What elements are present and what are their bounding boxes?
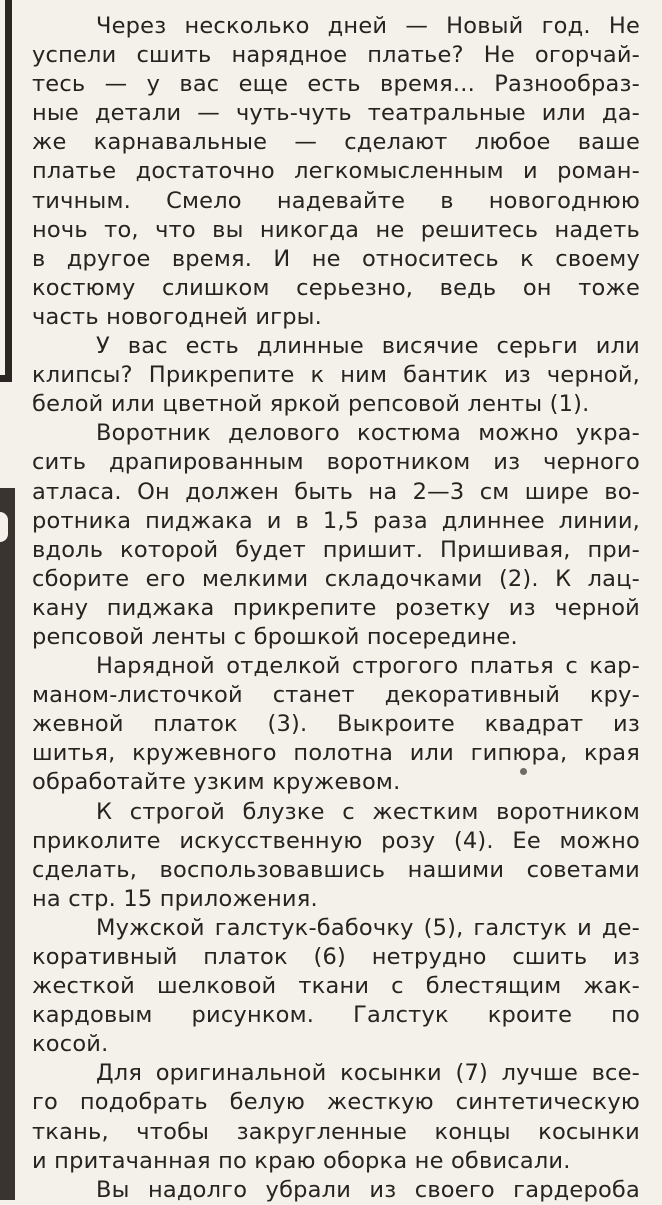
text-line: приколите искусственную розу (4). Ее можно xyxy=(32,827,640,854)
left-block-notch xyxy=(0,512,8,542)
text-line: сделать, воспользовавшись нашими советами xyxy=(32,856,640,883)
text-line: на стр. 15 приложения. xyxy=(32,885,318,912)
text-line: У вас есть длинные висячие серьги или xyxy=(96,333,640,360)
text-line: ткань, чтобы закругленные концы косынки xyxy=(32,1118,640,1145)
text-line: Мужской галстук-бабочку (5), галстук и де- xyxy=(96,914,640,941)
article-text-column xyxy=(32,12,640,1205)
text-line: коративный платок (6) нетрудно сшить из xyxy=(32,944,640,970)
text-line: часть новогодней игры. xyxy=(32,303,322,330)
text-line: сить драпированным воротником из черного xyxy=(32,449,640,476)
text-line: жесткой шелковой ткани с блестящим жак- xyxy=(32,973,640,1000)
left-dark-block xyxy=(0,488,15,1200)
text-line: маном-листочкой станет декоративный кру- xyxy=(32,682,640,709)
text-line: кану пиджака прикрепите розетку из черной xyxy=(32,594,640,621)
text-line: платье достаточно легкомысленным и роман- xyxy=(32,158,640,185)
text-line: атласа. Он должен быть на 2—3 см шире во- xyxy=(32,478,640,505)
text-line: го подобрать белую жесткую синтетическую xyxy=(32,1089,640,1116)
text-line: Для оригинальной косынки (7) лучше все- xyxy=(96,1060,640,1087)
text-line: Через несколько дней — Новый год. Не xyxy=(96,13,640,39)
text-line: Вы надолго убрали из своего гардероба xyxy=(96,1176,640,1203)
text-line: тичным. Смело надевайте в новогоднюю xyxy=(32,187,640,214)
text-line: Воротник делового костюма можно укра- xyxy=(96,420,640,447)
text-line: белой или цветной яркой репсовой ленты (1). xyxy=(32,391,590,418)
text-line: ротника пиджака и в 1,5 раза длиннее линии, xyxy=(32,507,640,534)
text-line: костюму слишком серьезно, ведь он тоже xyxy=(32,274,640,301)
text-line: клипсы? Прикрепите к ним бантик из черной, xyxy=(32,362,640,389)
text-line: успели сшить нарядное платье? Не огорчай- xyxy=(32,42,640,69)
text-line: кардовым рисунком. Галстук кроите по xyxy=(32,1002,640,1029)
text-line: же карнавальные — сделают любое ваше xyxy=(32,129,640,156)
text-line: ночь то, что вы никогда не решитесь надеть xyxy=(32,216,640,243)
text-line: репсовой ленты с брошкой посередине. xyxy=(32,623,518,650)
text-line: К строгой блузке с жестким воротником xyxy=(96,798,640,825)
text-line: ные детали — чуть-чуть театральные или да- xyxy=(32,100,640,127)
text-line: Нарядной отделкой строгого платья с кар- xyxy=(96,653,640,680)
text-line: косой. xyxy=(32,1031,109,1058)
text-line: и притачанная по краю оборка не обвисали. xyxy=(32,1147,571,1174)
text-line: вдоль которой будет пришит. Пришивая, при- xyxy=(32,536,640,563)
text-line: сборите его мелкими складочками (2). К лац- xyxy=(32,565,640,592)
text-line: жевной платок (3). Выкроите квадрат из xyxy=(32,711,640,738)
text-line: обработайте узким кружевом. xyxy=(32,769,401,796)
left-border-rule xyxy=(0,0,12,382)
text-line: в другое время. И не относитесь к своему xyxy=(32,245,640,272)
text-line: тесь — у вас еще есть время... Разнообраз- xyxy=(32,71,640,98)
text-line: шитья, кружевного полотна или гипюра, края xyxy=(32,740,640,767)
